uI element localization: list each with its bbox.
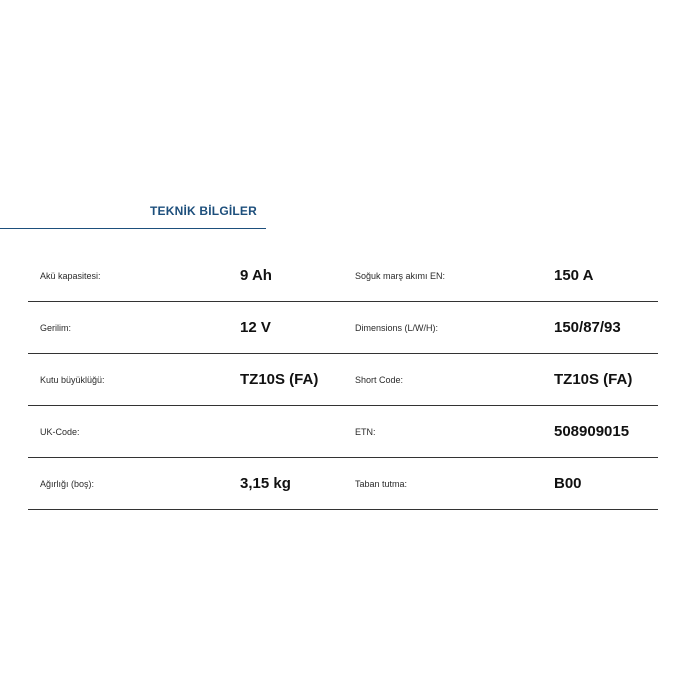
spec-row <box>28 302 658 354</box>
spec-table <box>28 250 658 510</box>
spec-label: UK-Code: <box>40 427 80 437</box>
spec-value: 150 A <box>554 267 594 284</box>
spec-label: Dimensions (L/W/H): <box>355 323 439 333</box>
spec-row <box>28 250 658 302</box>
spec-label: Taban tutma: <box>355 479 408 489</box>
spec-value: TZ10S (FA) <box>554 371 633 388</box>
spec-value: 150/87/93 <box>554 319 621 336</box>
spec-row <box>28 458 658 510</box>
spec-row <box>28 354 658 406</box>
spec-value: B00 <box>554 475 582 492</box>
spec-row <box>28 406 658 458</box>
spec-label: Ağırlığı (boş): <box>40 479 95 489</box>
title-underline <box>0 228 266 229</box>
spec-label: Akü kapasitesi: <box>40 271 101 281</box>
spec-value: TZ10S (FA) <box>240 371 319 388</box>
spec-label: Gerilim: <box>40 323 71 333</box>
spec-value: 9 Ah <box>240 267 272 284</box>
spec-value: 508909015 <box>554 423 630 440</box>
spec-label: Short Code: <box>355 375 404 385</box>
spec-label: ETN: <box>355 427 376 437</box>
spec-value: 12 V <box>240 319 271 336</box>
spec-label: Kutu büyüklüğü: <box>40 375 105 385</box>
section-title: TEKNİK BİLGİLER <box>150 204 257 218</box>
spec-label: Soğuk marş akımı EN: <box>355 271 446 281</box>
spec-value: 3,15 kg <box>240 475 291 492</box>
